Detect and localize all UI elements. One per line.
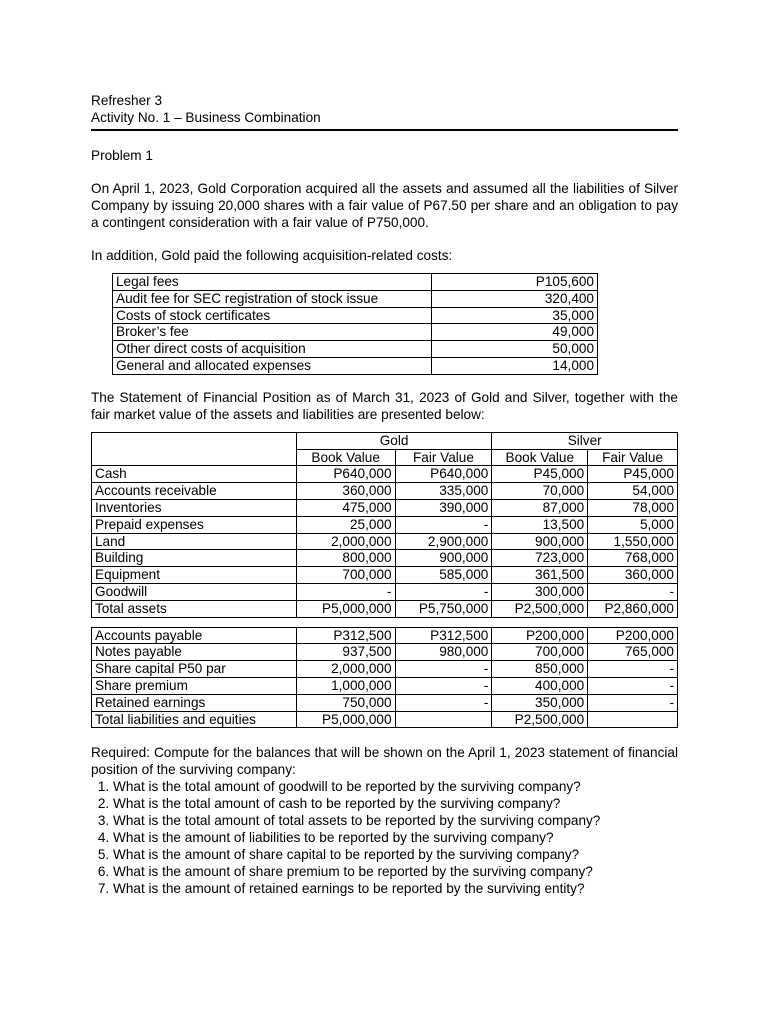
silver-fair-value <box>588 711 678 728</box>
header-rule <box>91 129 678 131</box>
line-item-label: Share premium <box>92 677 297 694</box>
gold-book-value: 360,000 <box>296 483 395 500</box>
document-header <box>91 92 678 126</box>
liability-equity-row <box>92 677 678 694</box>
line-item-label: Notes payable <box>92 644 297 661</box>
gold-fair-value: - <box>395 677 492 694</box>
sfp-intro: The Statement of Financial Position as of March 31, 2023 of Gold and Silver, together with the fair market value of the assets and liabilities are presented below: <box>91 389 678 422</box>
asset-row <box>92 583 678 600</box>
line-item-label: Building <box>92 550 297 567</box>
silver-book-value: 300,000 <box>492 583 588 600</box>
cost-amount: 320,400 <box>432 290 598 307</box>
cost-label: Costs of stock certificates <box>113 307 432 324</box>
line-item-label: Total assets <box>92 600 297 617</box>
gold-book-value: - <box>296 583 395 600</box>
question-item: 1. What is the total amount of goodwill to be reported by the surviving company? <box>113 778 678 795</box>
line-item-label: Retained earnings <box>92 694 297 711</box>
silver-book-value: P2,500,000 <box>492 711 588 728</box>
gold-book-value: 2,000,000 <box>296 661 395 678</box>
silver-book-value: P200,000 <box>492 627 588 644</box>
liabilities-equity-table <box>91 627 678 729</box>
question-item: 5. What is the amount of share capital to be reported by the surviving company? <box>113 846 678 863</box>
gold-book-value: 475,000 <box>296 499 395 516</box>
cost-amount: 14,000 <box>432 357 598 374</box>
silver-fair-value: - <box>588 694 678 711</box>
cost-amount: 50,000 <box>432 341 598 358</box>
gold-book-value: 800,000 <box>296 550 395 567</box>
question-item: 7. What is the amount of retained earnings to be reported by the surviving entity? <box>113 880 678 897</box>
liability-equity-row <box>92 711 678 728</box>
silver-fair-value: P45,000 <box>588 466 678 483</box>
silver-fair-value: - <box>588 677 678 694</box>
silver-fair-value: P2,860,000 <box>588 600 678 617</box>
question-item: 3. What is the total amount of total assets to be reported by the surviving company? <box>113 812 678 829</box>
liability-equity-row <box>92 661 678 678</box>
asset-row <box>92 466 678 483</box>
questions-list <box>91 778 678 897</box>
silver-fair-value: - <box>588 583 678 600</box>
cost-amount: 49,000 <box>432 324 598 341</box>
asset-row <box>92 499 678 516</box>
gold-book-value: P5,000,000 <box>296 600 395 617</box>
liability-equity-row <box>92 627 678 644</box>
asset-row <box>92 550 678 567</box>
silver-fair-value: 1,550,000 <box>588 533 678 550</box>
line-item-label: Accounts payable <box>92 627 297 644</box>
gold-book-value: 937,500 <box>296 644 395 661</box>
line-item-label: Inventories <box>92 499 297 516</box>
group-header-gold: Gold <box>296 432 492 449</box>
col-header-silver-fair: Fair Value <box>588 449 678 466</box>
asset-row <box>92 516 678 533</box>
gold-book-value: P312,500 <box>296 627 395 644</box>
gold-book-value: P5,000,000 <box>296 711 395 728</box>
col-header-gold-fair: Fair Value <box>395 449 492 466</box>
gold-fair-value: 900,000 <box>395 550 492 567</box>
gold-fair-value: 2,900,000 <box>395 533 492 550</box>
line-item-label: Total liabilities and equities <box>92 711 297 728</box>
assets-group-header-row <box>92 432 678 449</box>
cost-row <box>113 274 598 291</box>
cost-label: Other direct costs of acquisition <box>113 341 432 358</box>
line-item-label: Share capital P50 par <box>92 661 297 678</box>
question-item: 4. What is the amount of liabilities to be reported by the surviving company? <box>113 829 678 846</box>
gold-book-value: 2,000,000 <box>296 533 395 550</box>
asset-row <box>92 600 678 617</box>
cost-row <box>113 324 598 341</box>
question-item: 6. What is the amount of share premium to be reported by the surviving company? <box>113 863 678 880</box>
silver-book-value: 361,500 <box>492 567 588 584</box>
line-item-label: Accounts receivable <box>92 483 297 500</box>
line-item-label: Equipment <box>92 567 297 584</box>
silver-book-value: P2,500,000 <box>492 600 588 617</box>
gold-fair-value: - <box>395 516 492 533</box>
cost-row <box>113 357 598 374</box>
gold-book-value: 700,000 <box>296 567 395 584</box>
gold-fair-value: P5,750,000 <box>395 600 492 617</box>
col-header-silver-book: Book Value <box>492 449 588 466</box>
gold-book-value: P640,000 <box>296 466 395 483</box>
gold-book-value: 1,000,000 <box>296 677 395 694</box>
line-item-label: Land <box>92 533 297 550</box>
liability-equity-row <box>92 694 678 711</box>
silver-fair-value: 360,000 <box>588 567 678 584</box>
gold-book-value: 750,000 <box>296 694 395 711</box>
silver-book-value: 87,000 <box>492 499 588 516</box>
cost-label: General and allocated expenses <box>113 357 432 374</box>
silver-fair-value: 54,000 <box>588 483 678 500</box>
question-item: 2. What is the total amount of cash to be reported by the surviving company? <box>113 795 678 812</box>
cost-label: Legal fees <box>113 274 432 291</box>
line-item-label: Goodwill <box>92 583 297 600</box>
silver-fair-value: 78,000 <box>588 499 678 516</box>
gold-book-value: 25,000 <box>296 516 395 533</box>
group-header-silver: Silver <box>492 432 678 449</box>
gold-fair-value: P312,500 <box>395 627 492 644</box>
assets-table <box>91 432 678 618</box>
blank-header-cell <box>92 432 297 466</box>
line-item-label: Cash <box>92 466 297 483</box>
liability-equity-row <box>92 644 678 661</box>
gold-fair-value: - <box>395 694 492 711</box>
silver-book-value: 70,000 <box>492 483 588 500</box>
header-line-2: Activity No. 1 – Business Combination <box>91 110 321 125</box>
costs-intro: In addition, Gold paid the following acquisition-related costs: <box>91 248 453 263</box>
gold-fair-value: P640,000 <box>395 466 492 483</box>
line-item-label: Prepaid expenses <box>92 516 297 533</box>
silver-book-value: 723,000 <box>492 550 588 567</box>
gold-fair-value: - <box>395 583 492 600</box>
gold-fair-value: 585,000 <box>395 567 492 584</box>
cost-row <box>113 341 598 358</box>
gold-fair-value: 335,000 <box>395 483 492 500</box>
intro-paragraph: On April 1, 2023, Gold Corporation acquired all the assets and assumed all the liabilities of Silver Company by issuing 20,000 shares with a fair value of P67.50 per share and an obligation to pay a contingent consideration with a fair value of P750,000. <box>91 181 678 230</box>
cost-row <box>113 307 598 324</box>
col-header-gold-book: Book Value <box>296 449 395 466</box>
gold-fair-value <box>395 711 492 728</box>
gold-fair-value: 980,000 <box>395 644 492 661</box>
document-page <box>91 92 678 897</box>
header-line-1: Refresher 3 <box>91 93 163 108</box>
required-intro: Required: Compute for the balances that will be shown on the April 1, 2023 statement of financial position of the surviving company: <box>91 745 678 778</box>
asset-row <box>92 567 678 584</box>
gold-fair-value: 390,000 <box>395 499 492 516</box>
silver-book-value: 13,500 <box>492 516 588 533</box>
silver-fair-value: P200,000 <box>588 627 678 644</box>
silver-fair-value: 768,000 <box>588 550 678 567</box>
silver-fair-value: - <box>588 661 678 678</box>
problem-title: Problem 1 <box>91 148 153 163</box>
acquisition-costs-table <box>112 273 598 375</box>
cost-label: Audit fee for SEC registration of stock issue <box>113 290 432 307</box>
silver-book-value: P45,000 <box>492 466 588 483</box>
silver-book-value: 400,000 <box>492 677 588 694</box>
cost-row <box>113 290 598 307</box>
asset-row <box>92 483 678 500</box>
silver-book-value: 850,000 <box>492 661 588 678</box>
silver-book-value: 350,000 <box>492 694 588 711</box>
cost-label: Broker’s fee <box>113 324 432 341</box>
silver-book-value: 700,000 <box>492 644 588 661</box>
silver-book-value: 900,000 <box>492 533 588 550</box>
asset-row <box>92 533 678 550</box>
cost-amount: P105,600 <box>432 274 598 291</box>
cost-amount: 35,000 <box>432 307 598 324</box>
silver-fair-value: 5,000 <box>588 516 678 533</box>
gold-fair-value: - <box>395 661 492 678</box>
silver-fair-value: 765,000 <box>588 644 678 661</box>
